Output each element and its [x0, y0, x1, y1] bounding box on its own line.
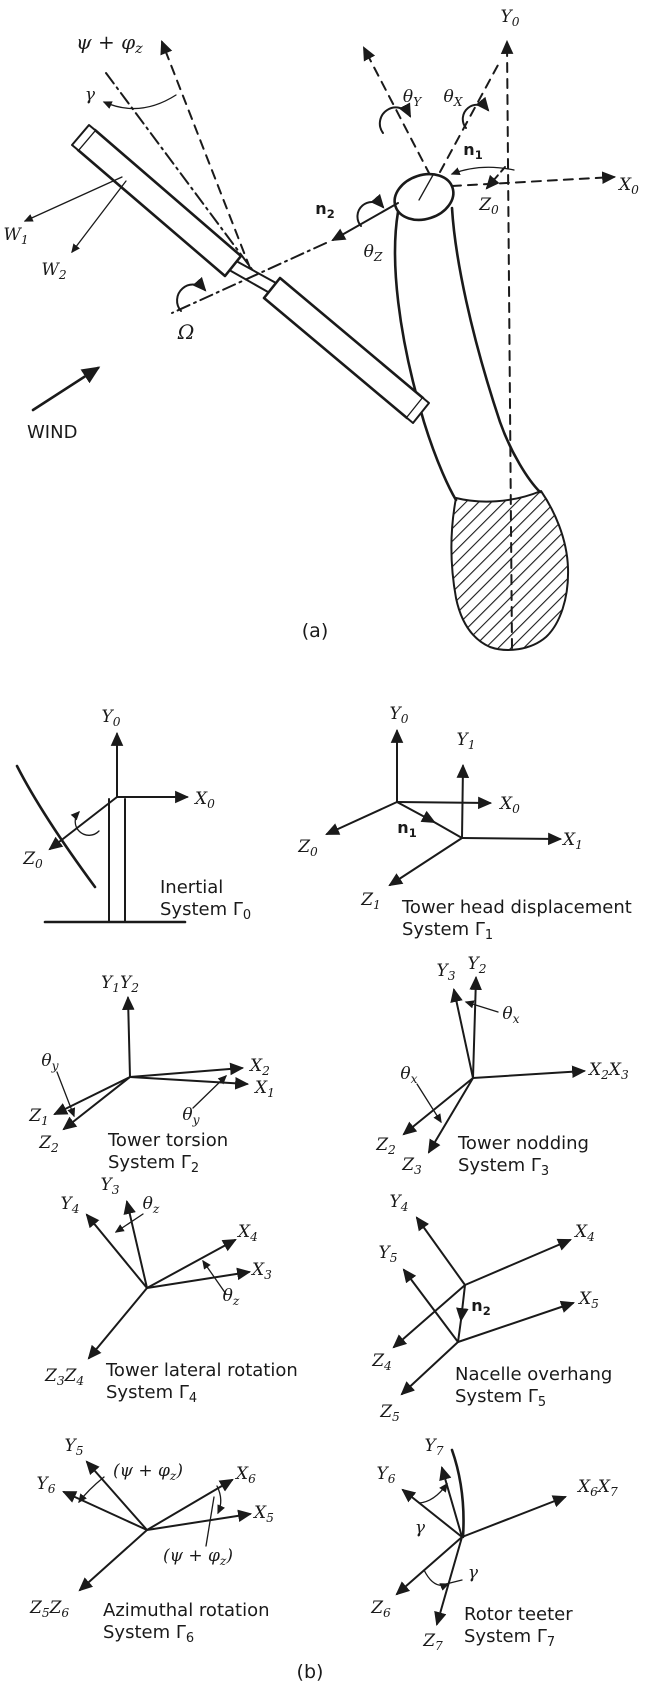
wind-arrow [33, 368, 98, 410]
system-name: Nacelle overhang [455, 1364, 613, 1385]
label-y5: $Y_5$ [64, 1436, 84, 1458]
angle-arc-top [79, 1477, 104, 1502]
label-z6: $Z_6$ [371, 1598, 391, 1620]
x0-axis [452, 177, 614, 186]
label-x6x7: $X_6X_7$ [578, 1477, 618, 1499]
theta-x-leader-right [466, 1002, 498, 1012]
label-z2: $Z_2$ [39, 1133, 59, 1155]
rotation-arrow [75, 812, 99, 835]
label-y0: $Y_0$ [101, 707, 121, 729]
label-z1: $Z_1$ [361, 890, 381, 912]
rotor-blade-upper [78, 130, 241, 276]
label-z5z6: $Z_5Z_6$ [30, 1598, 70, 1620]
teeter-hinge-line-1 [231, 271, 268, 292]
system-name: Azimuthal rotation [103, 1600, 270, 1621]
y1-axis [462, 766, 463, 838]
label-y7: $Y_7$ [424, 1436, 444, 1458]
part-a-diagram [3, 7, 639, 650]
label-psi-phi-z: $\psi + \varphi_z$ [76, 30, 143, 57]
system-name: Tower nodding [458, 1133, 589, 1154]
system-tower-lateral-rotation [44, 1175, 298, 1406]
label-w2: $W_2$ [41, 260, 67, 282]
z6-axis [397, 1537, 462, 1594]
system-name: Rotor teeter [464, 1604, 573, 1625]
system-symbol: System $\Gamma_6$ [103, 1622, 195, 1646]
label-theta-y-left: $\theta_y$ [41, 1051, 59, 1073]
label-y6: $Y_6$ [36, 1474, 56, 1496]
gamma-arc-top [419, 1484, 447, 1503]
label-y3: $Y_3$ [436, 961, 456, 983]
z0-axis [487, 167, 505, 188]
label-theta-z: $\theta_Z$ [363, 242, 383, 264]
theta-x-leader-left [417, 1084, 441, 1122]
label-x6: $X_6$ [236, 1464, 256, 1486]
label-z0: $Z_0$ [298, 837, 318, 859]
label-z2: $Z_2$ [376, 1135, 396, 1157]
label-y4: $Y_4$ [389, 1192, 409, 1214]
gamma-arc-bottom [424, 1570, 448, 1585]
label-y2: $Y_2$ [467, 954, 487, 976]
system-nacelle-overhang [371, 1192, 612, 1424]
label-n1: $n_1$ [463, 140, 483, 162]
label-x1: $X_1$ [563, 830, 583, 852]
x6x7-axis [462, 1497, 565, 1537]
label-y1y2: $Y_1Y_2$ [100, 973, 140, 995]
y6-axis [64, 1492, 147, 1530]
y1y2-axis [128, 998, 130, 1077]
label-x2x3: $X_2X_3$ [589, 1060, 629, 1082]
label-theta-x: $\theta_X$ [443, 87, 463, 109]
label-z4: $Z_4$ [372, 1351, 392, 1373]
label-z0-axis: $Z_0$ [479, 195, 499, 217]
label-y6: $Y_6$ [376, 1464, 396, 1486]
label-theta-z-top: $\theta_z$ [142, 1194, 160, 1216]
label-gamma: γ [84, 85, 96, 105]
label-x5: $X_5$ [254, 1503, 274, 1525]
label-x4: $X_4$ [238, 1222, 258, 1244]
label-y0: $Y_0$ [389, 704, 409, 726]
label-x1: $X_1$ [255, 1078, 275, 1100]
label-gamma-top: γ [414, 1518, 426, 1538]
label-theta-x-left: $\theta_x$ [400, 1064, 418, 1086]
label-theta-y: $\theta_Y$ [402, 87, 422, 109]
caption-a: (a) [301, 620, 329, 642]
n2-vector-tail [458, 1320, 461, 1342]
z5-axis [402, 1342, 458, 1394]
system-tower-head-displacement [297, 704, 632, 943]
gamma-angle-arc [104, 95, 176, 109]
system-tower-torsion [28, 973, 275, 1176]
y4-axis [417, 1218, 465, 1285]
nacelle-hub [389, 167, 460, 227]
label-x2: $X_2$ [250, 1056, 270, 1078]
n1-arrow [452, 167, 514, 174]
label-z7: $Z_7$ [423, 1631, 443, 1653]
tower-top-dashed-left [364, 48, 430, 175]
system-name: Tower head displacement [402, 897, 632, 918]
label-y1: $Y_1$ [456, 730, 476, 752]
label-omega: Ω [177, 320, 195, 344]
x1-axis [130, 1077, 247, 1084]
system-symbol: System $\Gamma_5$ [455, 1386, 547, 1410]
label-psi-phi-bottom: $(\psi + \varphi_z)$ [163, 1546, 234, 1568]
label-y4: $Y_4$ [60, 1194, 80, 1216]
z-axis [50, 797, 117, 849]
z3z4-axis [89, 1288, 147, 1358]
label-theta-y-right: $\theta_y$ [182, 1105, 200, 1127]
system-azimuthal-rotation [29, 1436, 274, 1646]
system-name: Tower torsion [108, 1130, 229, 1151]
label-wind: WIND [27, 422, 78, 443]
tower-foundation [452, 491, 569, 650]
label-w1: $W_1$ [3, 225, 29, 247]
system-symbol: System $\Gamma_7$ [464, 1626, 556, 1650]
label-z5: $Z_5$ [380, 1402, 400, 1424]
label-z0: $Z_0$ [23, 849, 43, 871]
teeter-hinge-line-2 [238, 262, 276, 283]
caption-b: (b) [296, 1661, 324, 1683]
label-theta-z-bottom: $\theta_z$ [222, 1286, 240, 1308]
label-y0-axis: $Y_0$ [500, 7, 520, 29]
system-symbol: System $\Gamma_1$ [402, 919, 494, 943]
system-symbol: System $\Gamma_0$ [160, 899, 252, 923]
z2-axis [404, 1078, 473, 1134]
system-symbol: System $\Gamma_4$ [106, 1382, 198, 1406]
z0-axis [327, 802, 397, 834]
label-n2: $n_2$ [471, 1296, 491, 1318]
x2-axis [130, 1068, 242, 1077]
label-psi-phi-top: $(\psi + \varphi_z)$ [113, 1461, 184, 1483]
label-n2: $n_2$ [315, 199, 335, 221]
label-y3: $Y_3$ [100, 1175, 120, 1197]
label-z3z4: $Z_3Z_4$ [45, 1366, 85, 1388]
n1-vector-tail [434, 822, 462, 838]
system-symbol: System $\Gamma_2$ [108, 1152, 200, 1176]
y2-axis [473, 978, 476, 1078]
label-x4: $X_4$ [575, 1222, 595, 1244]
label-x0: $X_0$ [195, 789, 215, 811]
label-y5: $Y_5$ [378, 1243, 398, 1265]
omega-rotation-arrow [177, 285, 205, 311]
n2-vector [461, 1285, 465, 1320]
z2-axis [64, 1077, 130, 1129]
label-n1: $n_1$ [397, 818, 417, 840]
label-theta-x-right: $\theta_x$ [502, 1004, 520, 1026]
label-x5: $X_5$ [579, 1289, 599, 1311]
label-x0-axis: $X_0$ [619, 175, 639, 197]
label-x3: $X_3$ [252, 1260, 272, 1282]
x4-axis [465, 1240, 570, 1285]
angle-arc-bottom [217, 1486, 221, 1513]
system-inertial [17, 707, 251, 923]
n2-arrow [333, 203, 398, 240]
system-rotor-teeter [370, 1436, 618, 1653]
z1-axis [390, 838, 462, 885]
x2x3-axis [473, 1071, 584, 1078]
tower-right-edge [452, 208, 540, 492]
system-symbol: System $\Gamma_3$ [458, 1155, 550, 1179]
w1-arrow [25, 177, 122, 221]
label-z1: $Z_1$ [29, 1106, 49, 1128]
label-gamma-bottom: γ [467, 1563, 479, 1583]
tower-left-edge [395, 212, 456, 500]
x0-axis [397, 802, 490, 803]
w2-arrow [72, 181, 126, 252]
label-x0: $X_0$ [500, 794, 520, 816]
x1-axis [462, 838, 560, 839]
z5z6-axis [80, 1530, 147, 1590]
system-tower-nodding [375, 954, 629, 1179]
y6-axis [403, 1490, 462, 1537]
system-name: Tower lateral rotation [106, 1360, 298, 1381]
system-name: Inertial [160, 877, 224, 898]
label-z3: $Z_3$ [402, 1155, 422, 1177]
